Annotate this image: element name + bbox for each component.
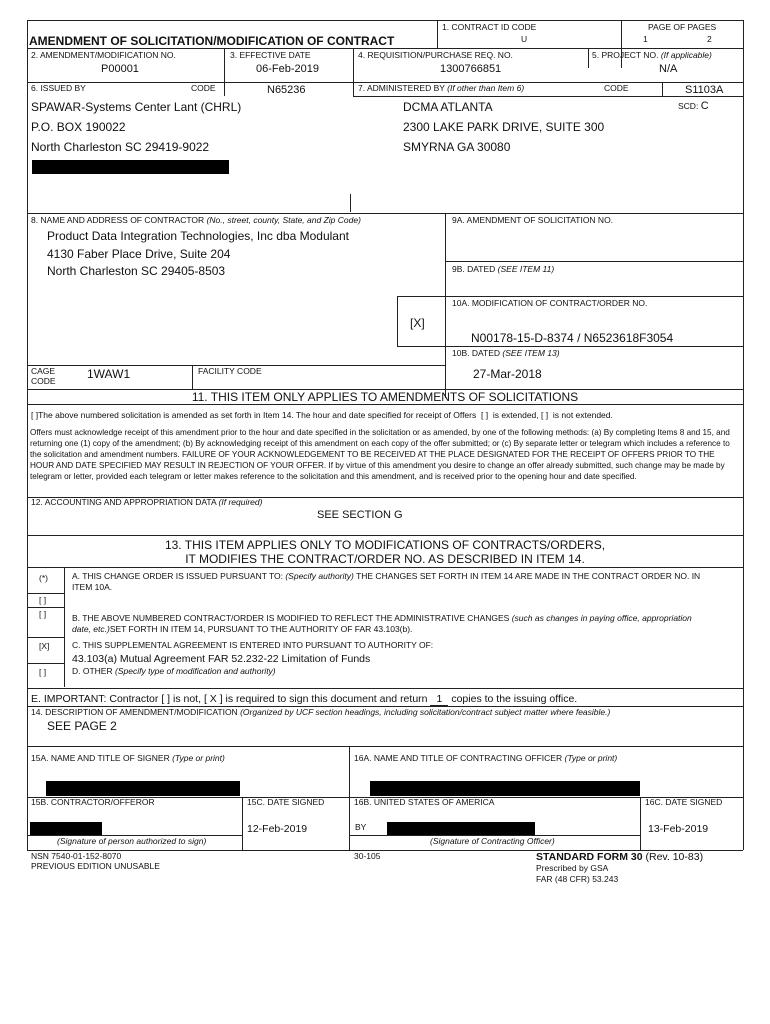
effective-date-value: 06-Feb-2019: [256, 63, 319, 75]
issued-by-line-3: North Charleston SC 29419-9022: [31, 140, 210, 154]
item-13b-text: B. THE ABOVE NUMBERED CONTRACT/ORDER IS MODIFIED TO REFLECT THE ADMINISTRATIVE CHANGES (such as changes in paying office, appropriation: [72, 613, 692, 623]
date-signed-16c-value: 13-Feb-2019: [648, 823, 709, 835]
administered-by-label: 7. ADMINISTERED BY (If other than Item 6): [358, 83, 525, 93]
admin-code-label: CODE: [604, 83, 629, 93]
contracting-officer-label: 16A. NAME AND TITLE OF CONTRACTING OFFICER (Type or print): [354, 753, 618, 763]
contract-id-label: 1. CONTRACT ID CODE: [442, 22, 537, 32]
standard-form-name: STANDARD FORM 30 (Rev. 10-83): [536, 851, 704, 863]
previous-edition: PREVIOUS EDITION UNUSABLE: [31, 861, 160, 871]
far-reference: FAR (48 CFR) 53.243: [536, 874, 619, 884]
item-13c-text: C. THIS SUPPLEMENTAL AGREEMENT IS ENTERED INTO PURSUANT TO AUTHORITY OF:: [72, 640, 434, 650]
contractor-label: 8. NAME AND ADDRESS OF CONTRACTOR (No., street, county, State, and Zip Code): [31, 215, 361, 225]
pages-value: 2: [707, 34, 712, 44]
cage-code-label: CAGE CODE: [31, 366, 56, 386]
sf30-form: [27, 20, 743, 884]
amendment-solicitation-label: 9A. AMENDMENT OF SOLICITATION NO.: [452, 215, 614, 225]
date-signed-15c-label: 15C. DATE SIGNED: [247, 797, 325, 807]
item-13b-mark: [ ]: [39, 609, 47, 619]
requisition-label: 4. REQUISITION/PURCHASE REQ. NO.: [358, 50, 513, 60]
by-label: BY: [355, 822, 367, 832]
item-13c-authority: 43.103(a) Mutual Agreement FAR 52.232-22 Limitation of Funds: [72, 653, 371, 665]
officer-signature-redaction: [387, 822, 535, 835]
important-line: E. IMPORTANT: Contractor [ ] is not, [ X ] is required to sign this document and return 1 copies to the issuing office.: [31, 693, 578, 705]
admin-code-value: S1103A: [685, 84, 724, 96]
item-13a-text-2: ITEM 10A.: [72, 582, 113, 592]
item-13d-mark: [ ]: [39, 667, 47, 677]
page-value: 1: [643, 34, 648, 44]
nsn-number: NSN 7540-01-152-8070: [31, 851, 122, 861]
copies-count: 1: [430, 693, 448, 706]
accounting-label: 12. ACCOUNTING AND APPROPRIATION DATA (If required): [31, 497, 263, 507]
item-13b-text-2: date, etc.)SET FORTH IN ITEM 14, PURSUANT TO THE AUTHORITY OF FAR 43.103(b).: [72, 624, 413, 634]
contractor-line-1: Product Data Integration Technologies, Inc dba Modulant: [47, 229, 349, 243]
issued-by-line-1: SPAWAR-Systems Center Lant (CHRL): [31, 100, 242, 114]
requisition-value: 1300766851: [440, 63, 502, 75]
item-13-heading-2: IT MODIFIES THE CONTRACT/ORDER NO. AS DESCRIBED IN ITEM 14.: [185, 552, 585, 566]
date-signed-16c-label: 16C. DATE SIGNED: [645, 797, 723, 807]
description-value: SEE PAGE 2: [47, 719, 117, 733]
item-13a-mark: (*): [39, 573, 48, 583]
item-13-heading-1: 13. THIS ITEM APPLIES ONLY TO MODIFICATIONS OF CONTRACTS/ORDERS,: [164, 538, 606, 552]
issued-by-label: 6. ISSUED BY: [31, 83, 86, 93]
effective-date-label: 3. EFFECTIVE DATE: [230, 50, 311, 60]
officer-name-redaction: [370, 781, 640, 796]
contract-id-value: U: [521, 34, 528, 44]
administered-by-line-2: 2300 LAKE PARK DRIVE, SUITE 300: [403, 120, 605, 134]
item-13d-text: D. OTHER (Specify type of modification and authority): [72, 666, 276, 676]
united-states-label: 16B. UNITED STATES OF AMERICA: [354, 797, 495, 807]
item-13c-mark: [X]: [39, 641, 50, 651]
project-no-value: N/A: [659, 63, 678, 75]
cage-code-value: 1WAW1: [87, 367, 131, 381]
item-11-line-1: [ ]The above numbered solicitation is amended as set forth in Item 14. The hour and date specified for receipt of Offers [ ] is extended, [ ] is not extended.: [31, 410, 613, 420]
signer-name-redaction: [46, 781, 240, 796]
prescribed-by: Prescribed by GSA: [536, 863, 609, 873]
form-code: 30-105: [354, 851, 381, 861]
issued-code-label: CODE: [191, 83, 216, 93]
contractor-offeror-label: 15B. CONTRACTOR/OFFEROR: [31, 797, 155, 807]
issued-code-value: N65236: [267, 84, 306, 96]
scd-label: SCD: C: [678, 100, 709, 112]
project-no-label: 5. PROJECT NO. (If applicable): [592, 50, 712, 60]
amendment-no-label: 2. AMENDMENT/MODIFICATION NO.: [31, 50, 176, 60]
item-11-heading: 11. THIS ITEM ONLY APPLIES TO AMENDMENTS OF SOLICITATIONS: [191, 390, 579, 404]
description-label: 14. DESCRIPTION OF AMENDMENT/MODIFICATION (Organized by UCF section headings, including solicitation/contract subject matter where feasible.): [31, 707, 611, 717]
item-13-blank-mark: [ ]: [39, 595, 47, 605]
form-title: AMENDMENT OF SOLICITATION/MODIFICATION OF CONTRACT: [29, 34, 395, 48]
signer-name-label: 15A. NAME AND TITLE OF SIGNER (Type or print): [31, 753, 225, 763]
dated-9b-label: 9B. DATED (SEE ITEM 11): [452, 264, 555, 274]
contractor-signature-redaction: [30, 822, 102, 835]
signature-15-caption: (Signature of person authorized to sign): [57, 836, 207, 846]
modification-order-label: 10A. MODIFICATION OF CONTRACT/ORDER NO.: [452, 298, 648, 308]
modification-check: [X]: [410, 316, 425, 330]
signature-16-caption: (Signature of Contracting Officer): [430, 836, 555, 846]
page-of-pages-label: PAGE OF PAGES: [648, 22, 717, 32]
facility-code-label: FACILITY CODE: [198, 366, 262, 376]
redaction-bar: [32, 160, 229, 174]
modification-order-value: N00178-15-D-8374 / N6523618F3054: [471, 331, 674, 345]
amendment-no-value: P00001: [101, 63, 139, 75]
dated-10b-label: 10B. DATED (SEE ITEM 13): [452, 348, 560, 358]
accounting-value: SEE SECTION G: [317, 509, 403, 521]
date-signed-15c-value: 12-Feb-2019: [247, 823, 308, 835]
issued-by-line-2: P.O. BOX 190022: [31, 120, 126, 134]
item-11-instructions: Offers must acknowledge receipt of this amendment prior to the hour and date specified in the solicitation or as amended, by one of the following methods: (a) By completing Items 8 and 15, and returning one (1) copy of the amendment; (b) By acknowledging receipt of this amendment on each copy of the offer submitted; or (c) By separate letter or telegram which includes a reference to the solicitation and amendment numbers. FAILURE OF YOUR ACKNOWLEDGEMENT TO BE RECEIVED AT THE PLACE DESIGNATED FOR THE RECEIPT OF OFFERS PRIOR TO THE HOUR AND DATE SPECIFIED MAY RESULT IN REJECTION OF YOUR OFFER. If by virtue of this amendment you desire to change an offer already submitted, such change may be made by telegram or letter, provided each telegram or letter makes reference to the solicitation and this amendment, and is received prior to the opening hour and date specified.: [30, 428, 730, 481]
item-13a-text: A. THIS CHANGE ORDER IS ISSUED PURSUANT TO: (Specify authority) THE CHANGES SET FORTH IN ITEM 14 ARE MADE IN THE CONTRACT ORDER NO. IN: [72, 571, 701, 581]
contractor-line-3: North Charleston SC 29405-8503: [47, 264, 226, 278]
administered-by-line-3: SMYRNA GA 30080: [403, 140, 511, 154]
contractor-line-2: 4130 Faber Place Drive, Suite 204: [47, 247, 231, 261]
dated-10b-value: 27-Mar-2018: [473, 367, 542, 381]
administered-by-line-1: DCMA ATLANTA: [403, 100, 493, 114]
